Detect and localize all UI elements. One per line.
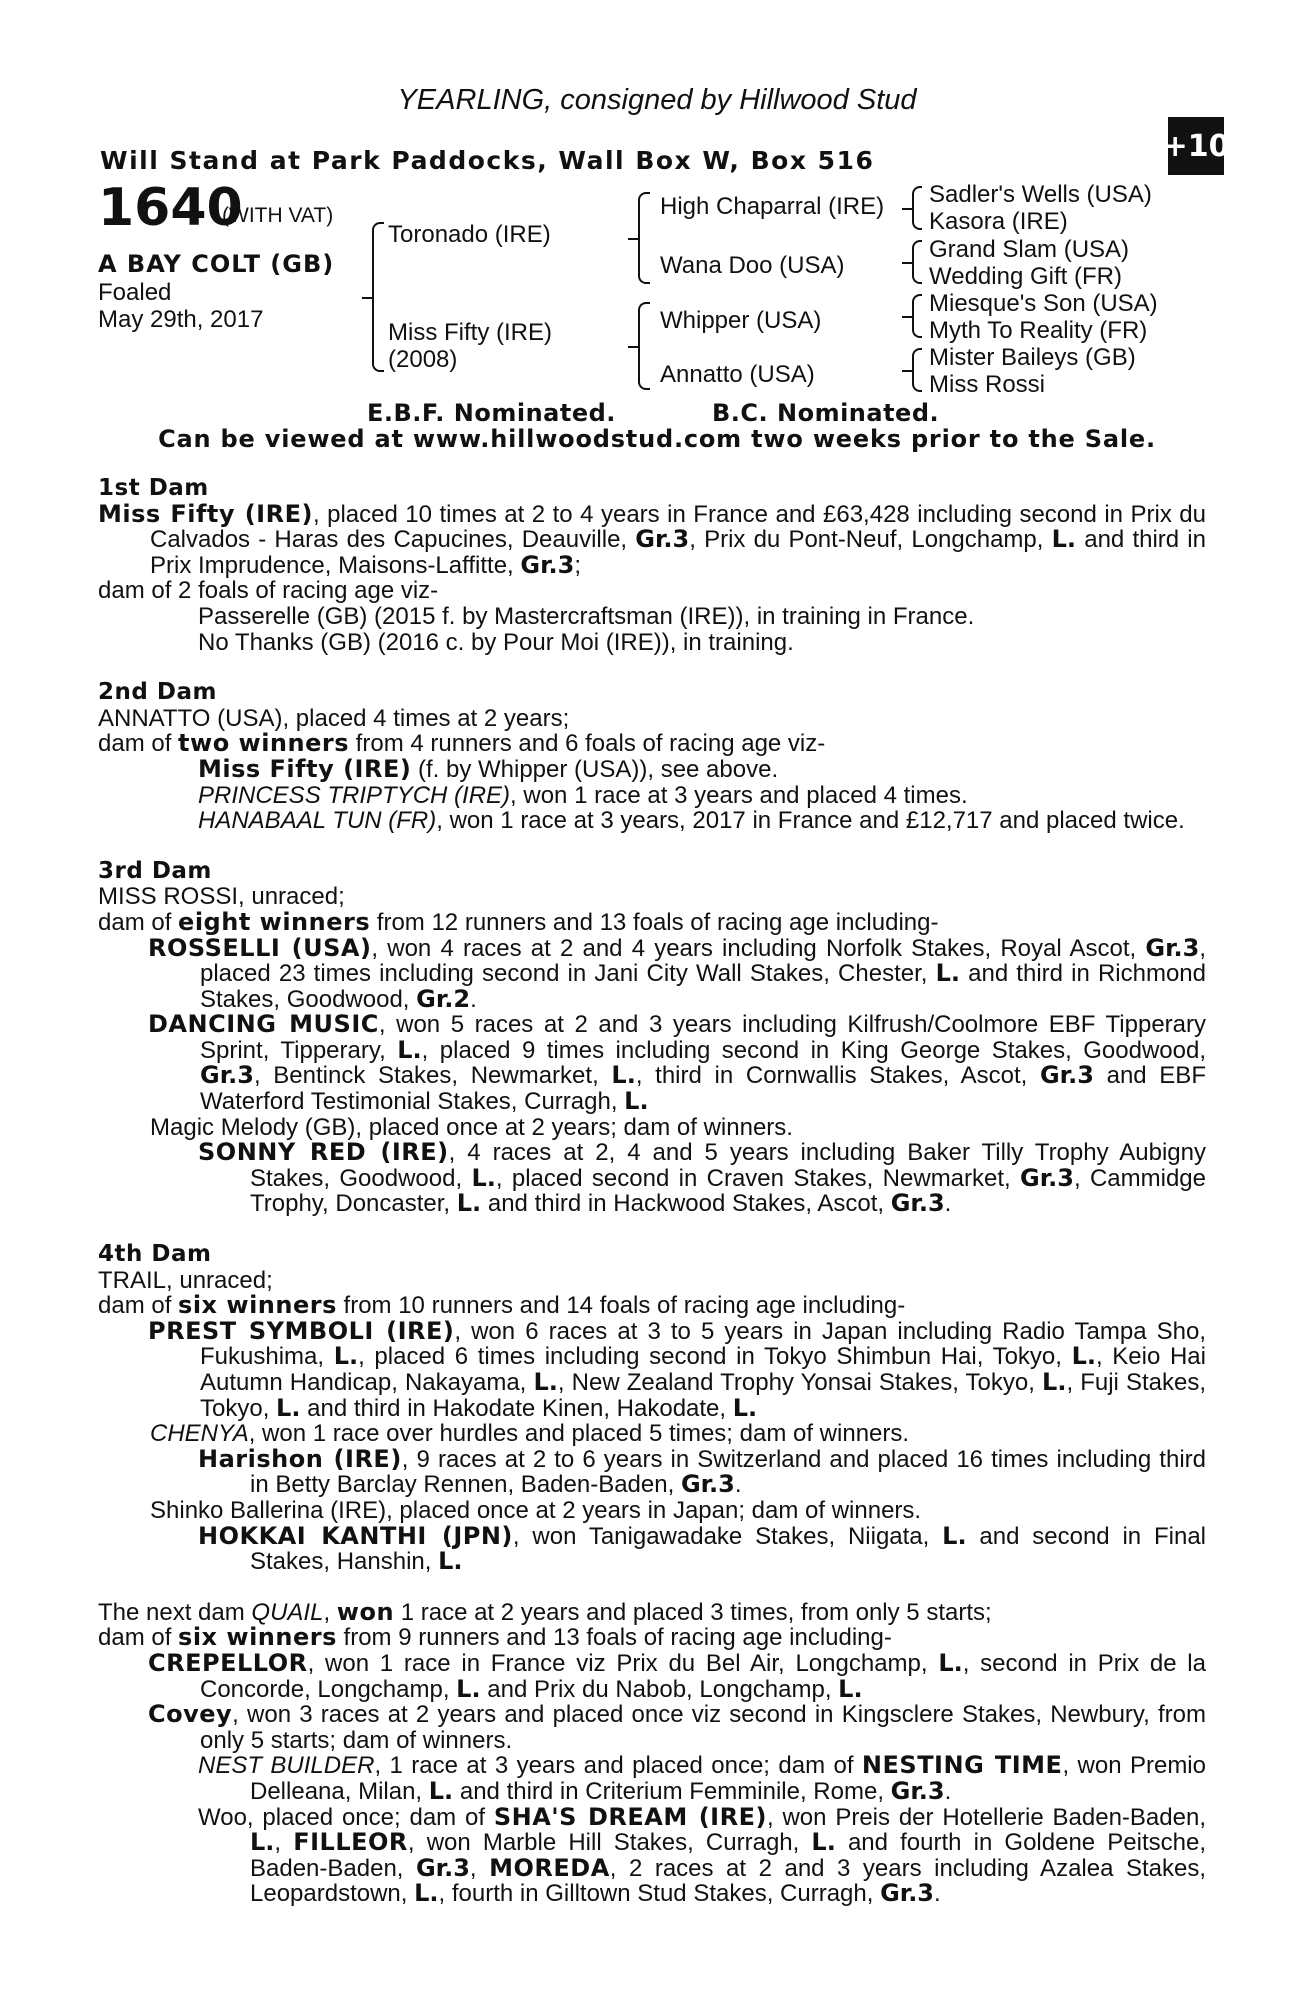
pedigree-brace-g4 [912,348,922,392]
dam-entry: MISS ROSSI, unraced; [98,883,345,911]
pedigree-brace-g1 [912,186,922,230]
list-item: DANCING MUSIC, won 5 races at 2 and 3 years including Kilfrush/Coolmore EBF Tipperary Sprint, Tipperary, L., placed 9 times including second in King George Stakes, Goodwood, Gr.3, Bentinck Stakes, Newmarket, L., third in Cornwallis Stakes, Ascot, Gr.3 and EBF Waterford Testimonial Stakes, Curragh, L. [148,1010,1207,1116]
viewing-note: Can be viewed at www.hillwoodstud.com two weeks prior to the Sale. [158,425,1156,453]
list-item: PREST SYMBOLI (IRE), won 6 races at 3 to 5 years in Japan including Radio Tampa Sho, Fukushima, L., placed 6 times including second in Tokyo Shimbun Hai, Tokyo, L., Keio Hai Autumn Handicap, Nakayama, L., New Zealand Trophy Yonsai Stakes, Tokyo, L., Fuji Stakes, Tokyo, L. and third in Hakodate Kinen, Hakodate, L. [148,1316,1207,1422]
pedigree-gen3: Mister Baileys (GB) [929,344,1136,371]
list-item: CREPELLOR, won 1 race in France viz Prix du Bel Air, Longchamp, L., second in Prix de la Concorde, Longchamp, L. and Prix du Nabob, Longchamp, L. [148,1648,1206,1703]
pedigree-gen3: Sadler's Wells (USA) [929,181,1152,208]
list-item: CHENYA, won 1 race over hurdles and placed 5 times; dam of winners. [150,1420,910,1448]
pedigree-brace-sire [638,192,650,284]
ebf-nominated: E.B.F. Nominated. [367,399,616,427]
list-item: Woo, placed once; dam of SHA'S DREAM (IRE), won Preis der Hotellerie Baden-Baden, L., FILLEOR, won Marble Hill Stakes, Curragh, L. and fourth in Goldene Peitsche, Baden-Baden, Gr.3, MOREDA, 2 races at 2 and 3 years including Azalea Stakes, Leopardstown, L., fourth in Gilltown Stud Stakes, Curragh, Gr.3. [198,1802,1207,1908]
stand-location: Will Stand at Park Paddocks, Wall Box W, Box 516 [100,146,875,175]
bc-nominated: B.C. Nominated. [712,399,940,427]
pedigree-sire-dam: Wana Doo (USA) [660,252,845,279]
pedigree-gen3: Wedding Gift (FR) [929,263,1122,290]
foals-summary: dam of two winners from 4 runners and 6 foals of racing age viz- [98,729,826,758]
pedigree-gen3: Kasora (IRE) [929,208,1068,235]
list-item: PRINCESS TRIPTYCH (IRE), won 1 race at 3 years and placed 4 times. [198,781,968,809]
lot-description: A BAY COLT (GB) [98,250,335,278]
pedigree-gen3: Myth To Reality (FR) [929,317,1148,344]
pedigree-gen3: Miesque's Son (USA) [929,290,1158,317]
lot-number: 1640 [98,178,243,238]
section-heading: 2nd Dam [98,679,217,706]
pedigree-gen3: Miss Rossi [929,371,1046,398]
dam-entry: Miss Fifty (IRE), placed 10 times at 2 to 4 years in France and £63,428 including second in Prix du Calvados - Haras des Capucines, Deauville, Gr.3, Prix du Pont-Neuf, Longchamp, L. and third in Prix Imprudence, Maisons-Laffitte, Gr.3; [98,499,1207,579]
pedigree-brace-dam [638,302,650,390]
list-item: HOKKAI KANTHI (JPN), won Tanigawadake Stakes, Niigata, L. and second in Final Stakes, Hanshin, L. [198,1521,1207,1576]
section-heading: 4th Dam [98,1241,212,1268]
pedigree-brace-g2 [912,240,922,284]
plus-10-badge: +10 [1168,117,1224,175]
next-dam-entry: The next dam QUAIL, won 1 race at 2 years and placed 3 times, from only 5 starts; [98,1597,992,1626]
pedigree-dam-sire: Whipper (USA) [660,307,822,334]
section-heading: 1st Dam [98,475,209,501]
list-item: Magic Melody (GB), placed once at 2 years; dam of winners. [150,1113,793,1141]
list-item: Miss Fifty (IRE) (f. by Whipper (USA)), see above. [198,754,779,783]
pedigree-dam-year: (2008) [388,346,458,373]
list-item: SONNY RED (IRE), 4 races at 2, 4 and 5 years including Baker Tilly Trophy Aubigny Stakes, Goodwood, L., placed second in Craven Stakes, Newmarket, Gr.3, Cammidge Trophy, Doncaster, L. and third in Hackwood Stakes, Ascot, Gr.3. [198,1138,1206,1218]
list-item: Passerelle (GB) (2015 f. by Mastercraftsman (IRE)), in training in France. [198,602,975,630]
list-item: HANABAAL TUN (FR), won 1 race at 3 years, 2017 in France and £12,717 and placed twice. [198,807,1185,835]
foals-summary: dam of eight winners from 12 runners and 13 foals of racing age including- [98,907,939,936]
section-heading: 3rd Dam [98,857,212,884]
pedigree-sire-sire: High Chaparral (IRE) [660,193,885,220]
foals-summary: dam of six winners from 9 runners and 13 foals of racing age including- [98,1623,892,1652]
pedigree-brace-main [372,222,384,372]
pedigree-brace-g3 [912,294,922,338]
list-item: ROSSELLI (USA), won 4 races at 2 and 4 years including Norfolk Stakes, Royal Ascot, Gr.3, placed 23 times including second in Jani City Wall Stakes, Chester, L. and third in Richmond Stakes, Goodwood, Gr.2. [148,933,1206,1013]
foaled-label: Foaled [98,279,172,306]
pedigree-dam: Miss Fifty (IRE) [388,319,552,346]
dam-entry: TRAIL, unraced; [98,1266,273,1294]
list-item: Harishon (IRE), 9 races at 2 to 6 years in Switzerland and placed 16 times including third in Betty Barclay Rennen, Baden-Baden, Gr.3. [198,1444,1206,1499]
list-item: Covey, won 3 races at 2 years and placed once viz second in Kingsclere Stakes, Newbury, from only 5 starts; dam of winners. [148,1700,1206,1754]
pedigree-notes [98,476,1206,1907]
vat-note: (WITH VAT) [222,204,334,227]
consignment-line: YEARLING, consigned by Hillwood Stud [397,84,917,116]
foaled-date: May 29th, 2017 [98,306,264,333]
foals-summary: dam of 2 foals of racing age viz- [98,577,439,605]
list-item: Shinko Ballerina (IRE), placed once at 2 years in Japan; dam of winners. [150,1496,922,1524]
horse-name: Miss Fifty (IRE) [98,499,313,528]
foals-summary: dam of six winners from 10 runners and 14 foals of racing age including- [98,1291,906,1320]
list-item: No Thanks (GB) (2016 c. by Pour Moi (IRE)), in training. [198,628,794,656]
pedigree-gen3: Grand Slam (USA) [929,236,1130,263]
pedigree-dam-dam: Annatto (USA) [660,361,815,388]
pedigree-sire: Toronado (IRE) [388,221,551,248]
list-item: NEST BUILDER, 1 race at 3 years and placed once; dam of NESTING TIME, won Premio Delleana, Milan, L. and third in Criterium Femminile, Rome, Gr.3. [198,1751,1206,1805]
dam-entry: ANNATTO (USA), placed 4 times at 2 years; [98,704,570,732]
